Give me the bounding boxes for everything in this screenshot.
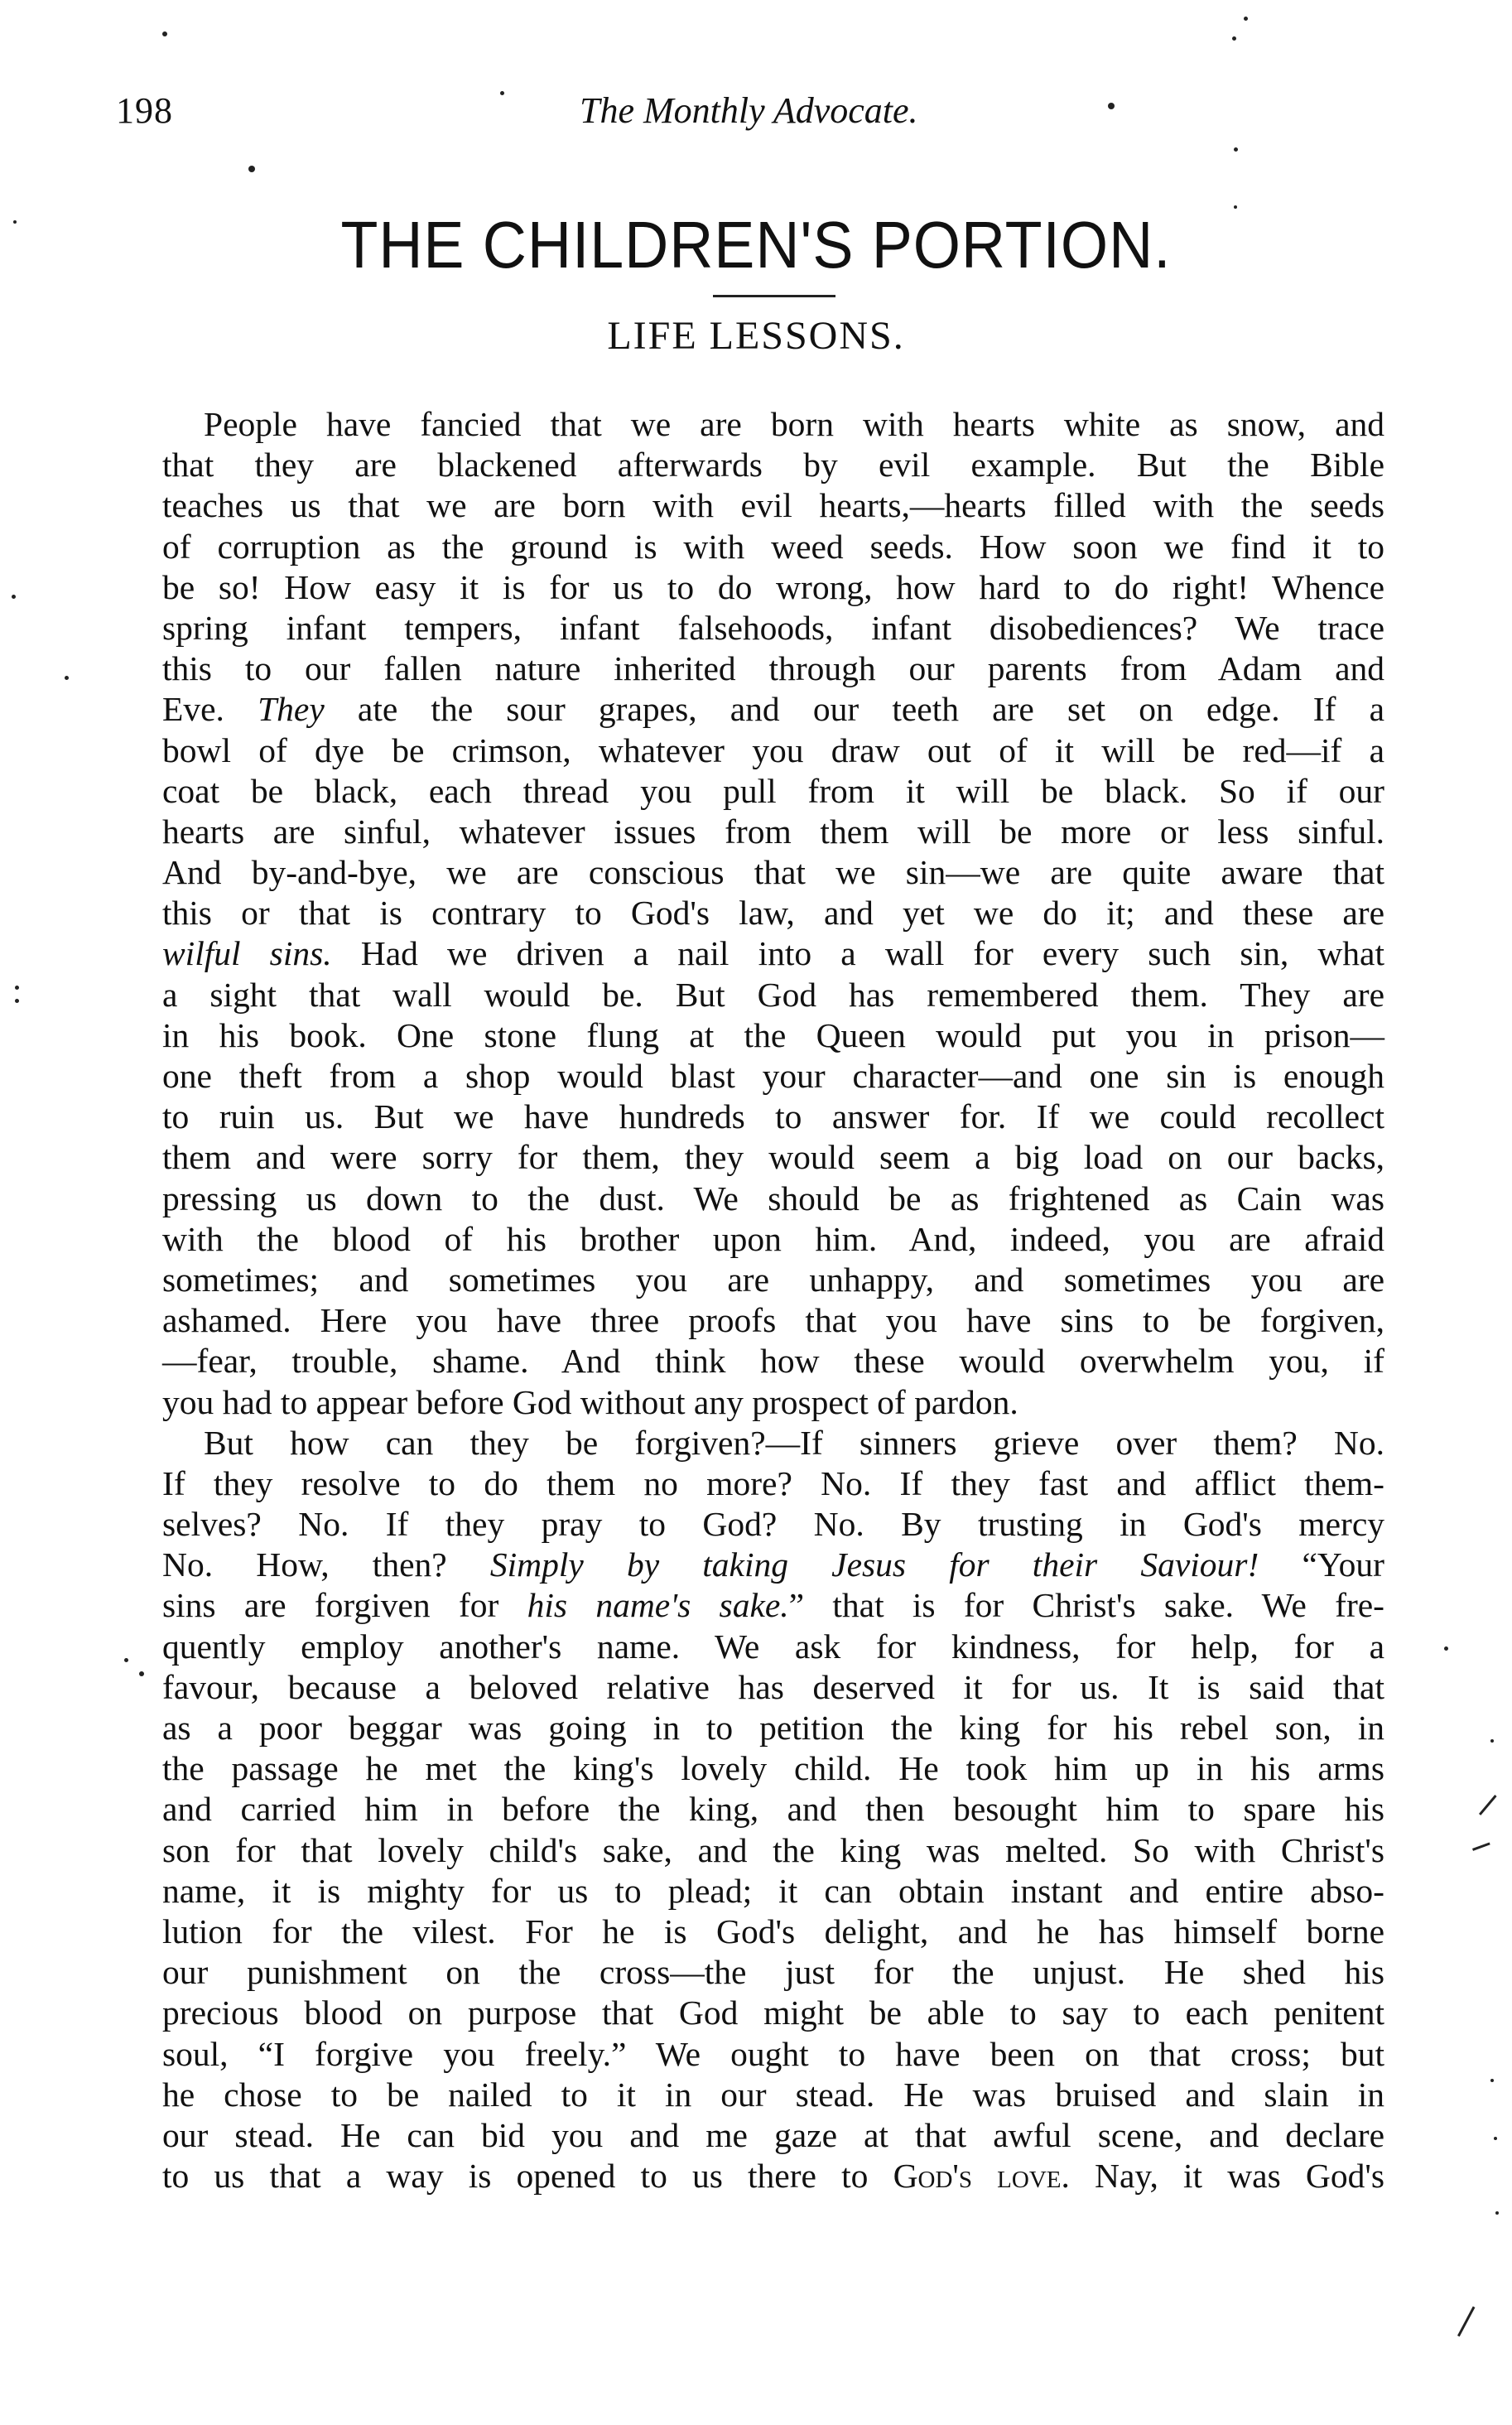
text-line xyxy=(162,933,1384,974)
text-line: one theft from a shop would blast your character—and one sin is enough xyxy=(162,1057,1384,1095)
emphasis: his name's sake. xyxy=(527,1586,789,1625)
text-line: spring infant tempers, infant falsehoods, infant disobediences? We trace xyxy=(162,608,1384,647)
scan-speck xyxy=(162,31,167,36)
text-line xyxy=(162,689,1384,730)
scan-speck xyxy=(15,986,19,990)
text-line: of corruption as the ground is with weed seeds. How soon we find it to xyxy=(162,527,1384,566)
text-run: Had we driven a nail into a wall for every such sin, what xyxy=(331,934,1384,973)
scan-speck xyxy=(1244,17,1248,21)
text-line: with the blood of his brother upon him. And, indeed, you are afraid xyxy=(162,1219,1384,1258)
text-line: you had to appear before God without any prospect of pardon. xyxy=(162,1382,1018,1421)
running-head xyxy=(116,89,1391,139)
text-line: name, it is mighty for us to plead; it can obtain instant and entire abso- xyxy=(162,1871,1384,1910)
text-run: ate the sour grapes, and our teeth are set on edge. If a xyxy=(324,690,1384,729)
text-line: be so! How easy it is for us to do wrong, how hard to do right! Whence xyxy=(162,567,1384,606)
section-title: THE CHILDREN'S PORTION. xyxy=(340,208,1172,282)
scan-speck xyxy=(1234,205,1237,209)
text-line: hearts are sinful, whatever issues from them will be more or less sinful. xyxy=(162,812,1384,851)
scan-speck xyxy=(12,595,16,599)
text-line: And by-and-bye, we are conscious that we sin—we are quite aware that xyxy=(162,853,1384,892)
text-line: this or that is contrary to God's law, and yet we do it; and these are xyxy=(162,894,1384,933)
text-line: that they are blackened afterwards by evil example. But the Bible xyxy=(162,446,1384,485)
text-line: he chose to be nailed to it in our stead. He was bruised and slain in xyxy=(162,2075,1384,2114)
text-line: as a poor beggar was going in to petition the king for his rebel son, in xyxy=(162,1709,1384,1747)
scan-mark xyxy=(1479,1795,1497,1815)
text-line: ashamed. Here you have three proofs that you have sins to be forgiven, xyxy=(162,1301,1384,1340)
text-run: No. How, then? xyxy=(162,1545,490,1584)
text-line xyxy=(162,2156,1384,2196)
small-caps: God's love. xyxy=(893,2157,1070,2196)
text-line xyxy=(162,1545,1384,1585)
emphasis: wilful sins. xyxy=(162,934,332,973)
scan-mark xyxy=(1472,1842,1490,1850)
scan-speck xyxy=(248,166,255,172)
text-run: sins are forgiven for xyxy=(162,1586,527,1625)
scan-speck xyxy=(500,91,504,95)
text-line: a sight that wall would be. But God has remembered them. They are xyxy=(162,975,1384,1014)
text-line: in his book. One stone flung at the Queen would put you in prison— xyxy=(162,1015,1384,1054)
text-run: ” that is for Christ's sake. We fre- xyxy=(788,1586,1384,1625)
text-run: Eve. xyxy=(162,690,258,729)
paragraph xyxy=(162,404,1384,1423)
scan-speck xyxy=(1234,147,1238,152)
journal-title: The Monthly Advocate. xyxy=(580,90,918,131)
scan-speck xyxy=(1490,1739,1494,1743)
scan-speck xyxy=(13,220,17,224)
text-run: “Your xyxy=(1259,1545,1384,1584)
scan-speck xyxy=(139,1671,144,1676)
paragraph xyxy=(162,1423,1384,2197)
text-line: this to our fallen nature inherited through our parents from Adam and xyxy=(162,649,1384,688)
text-line: to ruin us. But we have hundreds to answer for. If we could recollect xyxy=(162,1097,1384,1136)
page-number: 198 xyxy=(116,90,173,131)
text-line: lution for the vilest. For he is God's delight, and he has himself borne xyxy=(162,1912,1384,1950)
text-line: our stead. He can bid you and me gaze at that awful scene, and declare xyxy=(162,2115,1384,2154)
text-line: and carried him in before the king, and then besought him to spare his xyxy=(162,1790,1384,1829)
scan-mark xyxy=(1457,2307,1475,2337)
text-line: —fear, trouble, shame. And think how these would overwhelm you, if xyxy=(162,1342,1384,1381)
article-body xyxy=(162,404,1384,2196)
text-line: selves? No. If they pray to God? No. By trusting in God's mercy xyxy=(162,1505,1384,1544)
text-line: soul, “I forgive you freely.” We ought to have been on that cross; but xyxy=(162,2034,1384,2073)
scan-speck xyxy=(124,1658,128,1662)
text-line: If they resolve to do them no more? No. If they fast and afflict them- xyxy=(162,1463,1384,1502)
text-line: coat be black, each thread you pull from it will be black. So if our xyxy=(162,771,1384,810)
text-line: them and were sorry for them, they would seem a big load on our backs, xyxy=(162,1138,1384,1177)
text-line: People have fancied that we are born with hearts white as snow, and xyxy=(204,405,1384,443)
scan-speck xyxy=(1494,2137,1497,2140)
text-line: favour, because a beloved relative has deserved it for us. It is said that xyxy=(162,1667,1384,1706)
text-line: teaches us that we are born with evil hearts,—hearts filled with the seeds xyxy=(162,486,1384,525)
scan-speck xyxy=(1232,36,1236,41)
text-line: quently employ another's name. We ask for kindness, for help, for a xyxy=(162,1627,1384,1666)
article-title: LIFE LESSONS. xyxy=(607,314,905,358)
emphasis: They xyxy=(258,690,325,729)
scan-speck xyxy=(65,676,69,680)
text-line: bowl of dye be crimson, whatever you draw out of it will be red—if a xyxy=(162,730,1384,769)
text-line: pressing us down to the dust. We should be as frightened as Cain was xyxy=(162,1179,1384,1217)
text-line: sometimes; and sometimes you are unhappy, and sometimes you are xyxy=(162,1260,1384,1299)
text-line: precious blood on purpose that God might be able to say to each penitent xyxy=(162,1994,1384,2032)
scan-speck xyxy=(15,999,19,1003)
scan-speck xyxy=(1495,2211,1499,2215)
text-run: to us that a way is opened to us there to xyxy=(162,2157,893,2196)
text-line: the passage he met the king's lovely child. He took him up in his arms xyxy=(162,1749,1384,1788)
text-line: son for that lovely child's sake, and the king was melted. So with Christ's xyxy=(162,1830,1384,1869)
text-line: our punishment on the cross—the just for the unjust. He shed his xyxy=(162,1953,1384,1992)
text-run: Nay, it was God's xyxy=(1069,2157,1384,2196)
scan-speck xyxy=(1490,2079,1494,2082)
emphasis: Simply by taking Jesus for their Saviour! xyxy=(489,1545,1259,1584)
scan-speck xyxy=(1444,1646,1448,1651)
scan-speck xyxy=(1108,103,1115,109)
text-line: But how can they be forgiven?—If sinners grieve over them? No. xyxy=(204,1423,1384,1462)
text-line xyxy=(162,1585,1384,1626)
title-rule xyxy=(713,295,835,297)
